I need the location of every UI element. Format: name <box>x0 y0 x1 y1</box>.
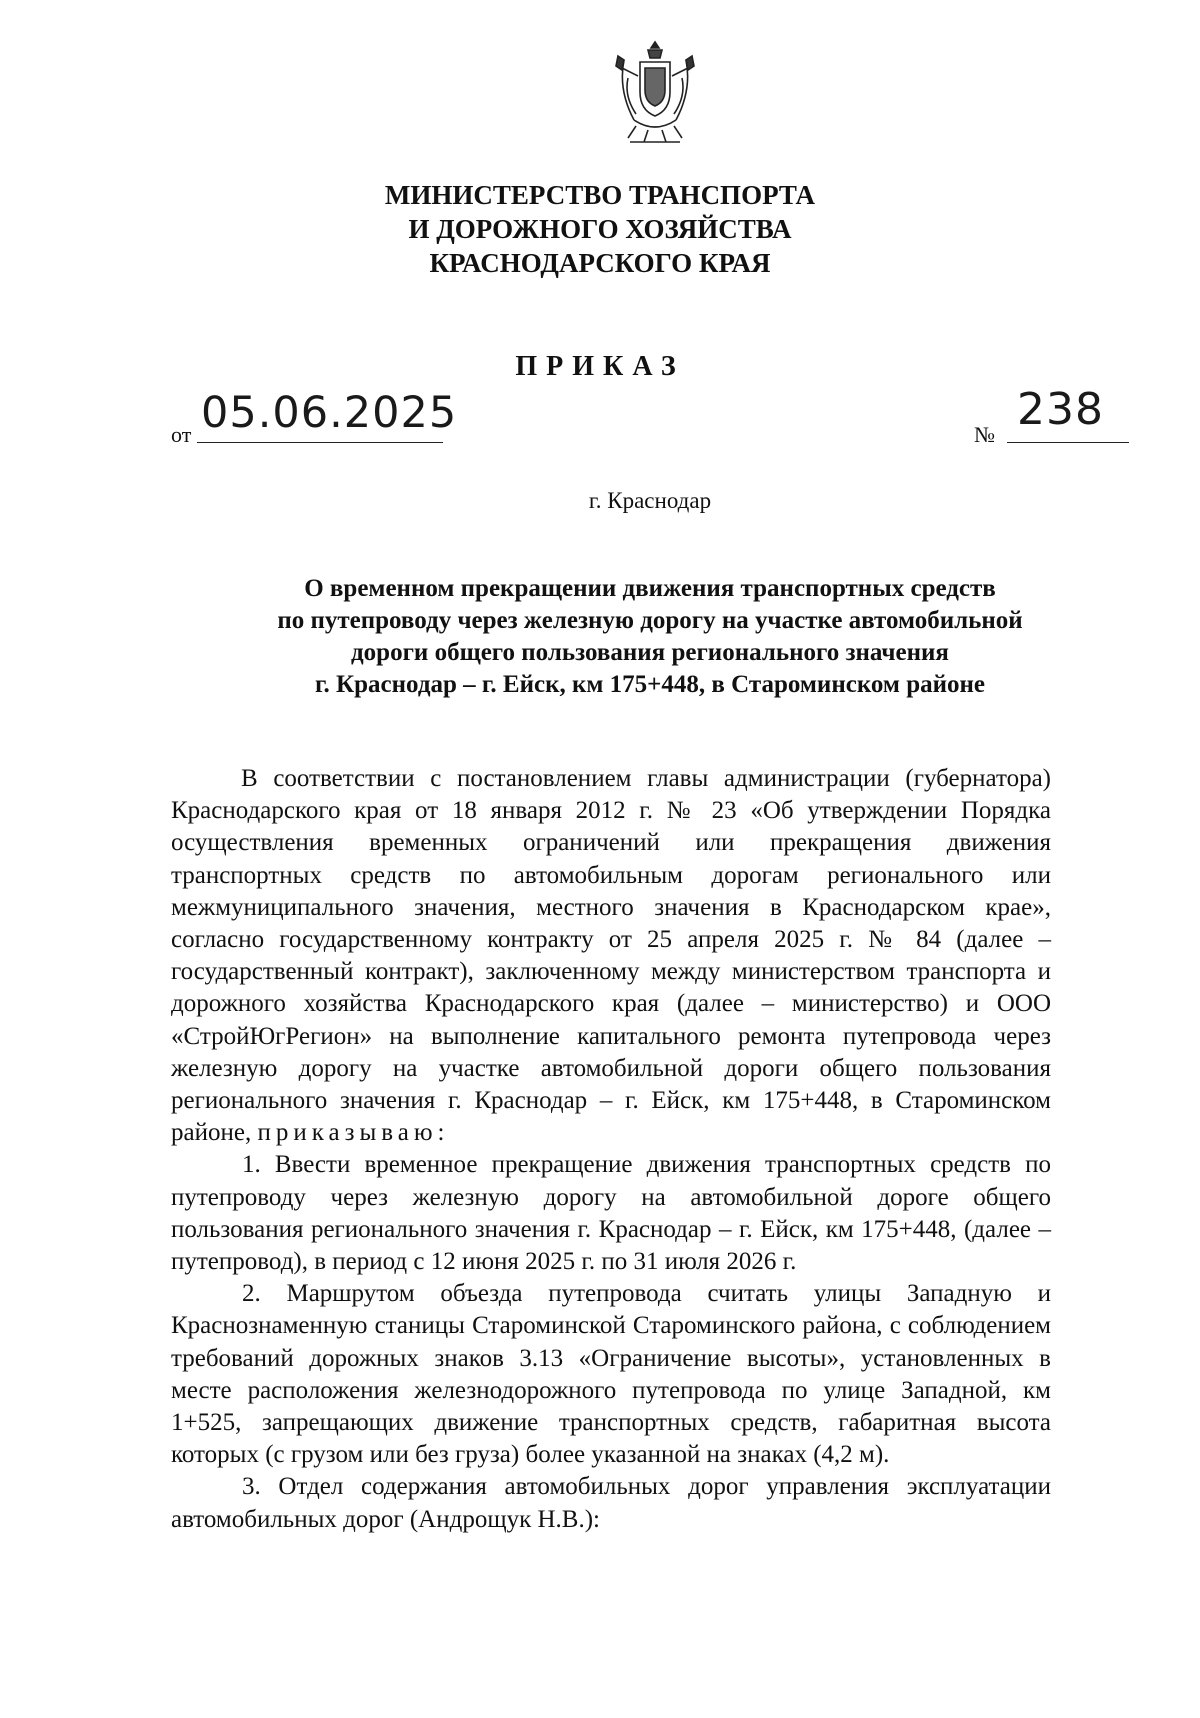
subject-line-1: О временном прекращении движения транспортных средств <box>304 575 996 602</box>
date-prefix: от <box>171 422 192 447</box>
date-underline <box>197 442 443 443</box>
number-prefix: № <box>974 422 995 447</box>
order-body <box>171 763 1051 1536</box>
preamble-paragraph <box>171 763 1051 1149</box>
ministry-line-1: МИНИСТЕРСТВО ТРАНСПОРТА <box>384 180 816 210</box>
handwritten-order-date: 05.06.2025 <box>201 388 458 438</box>
order-item-3: 3. Отдел содержания автомобильных дорог управления эксплуатации автомобильных дорог (Андрощук Н.В.): <box>171 1473 1051 1533</box>
number-underline <box>1007 442 1129 443</box>
subject-line-2: по путепроводу через железную дорогу на участке автомобильной <box>277 607 1023 634</box>
subject-line-3: дороги общего пользования регионального значения <box>351 639 949 666</box>
order-subject <box>0 573 1200 701</box>
ministry-line-2: И ДОРОЖНОГО ХОЗЯЙСТВА <box>408 214 792 244</box>
coat-of-arms-icon <box>610 38 700 148</box>
subject-line-4: г. Краснодар – г. Ейск, км 175+448, в Староминском районе <box>314 671 986 698</box>
handwritten-order-number: 238 <box>1017 384 1104 435</box>
ministry-line-3: КРАСНОДАРСКОГО КРАЯ <box>429 248 771 278</box>
issuing-city: г. Краснодар <box>588 488 712 513</box>
document-type-title: ПРИКАЗ <box>515 351 685 382</box>
order-item-1: 1. Ввести временное прекращение движения транспортных средств по путепроводу через железную дорогу на автомобильной дороге общего пользования регионального значения г. Краснодар – г. Ейск, км 175+448, (далее – путепровод), в период с 12 июня 2025 г. по 31 июля 2026 г. <box>171 1151 1051 1276</box>
ministry-name <box>0 178 1200 280</box>
order-word: приказываю: <box>257 1119 450 1147</box>
order-item-2: 2. Маршрутом объезда путепровода считать улицы Западную и Краснознаменную станицы Староминской Староминского района, с соблюдением требований дорожных знаков 3.13 «Ограничение высоты», установленных в месте расположения железнодорожного путепровода по улице Западной, км 1+525, запрещающих движение транспортных средств, габаритная высота которых (с грузом или без груза) более указанной на знаках (4,2 м). <box>171 1280 1051 1469</box>
preamble-text: В соответствии с постановлением главы администрации (губернатора) Краснодарского края от 18 января 2012 г. № 23 «Об утверждении Порядка осуществления временных ограничений или прекращения движения транспортных средств по автомобильным дорогам регионального или межмуниципального значения, местного значения в Краснодарском крае», согласно государственному контракту от 25 апреля 2025 г. № 84 (далее – государственный контракт), заключенному между министерством транспорта и дорожного хозяйства Краснодарского края (далее – министерство) и ООО «СтройЮгРегион» на выполнение капитального ремонта путепровода через железную дорогу на участке автомобильной дороги общего пользования регионального значения г. Краснодар – г. Ейск, км 175+448, в Староминском районе, <box>171 765 1051 1147</box>
order-date-number-row <box>171 384 1104 452</box>
